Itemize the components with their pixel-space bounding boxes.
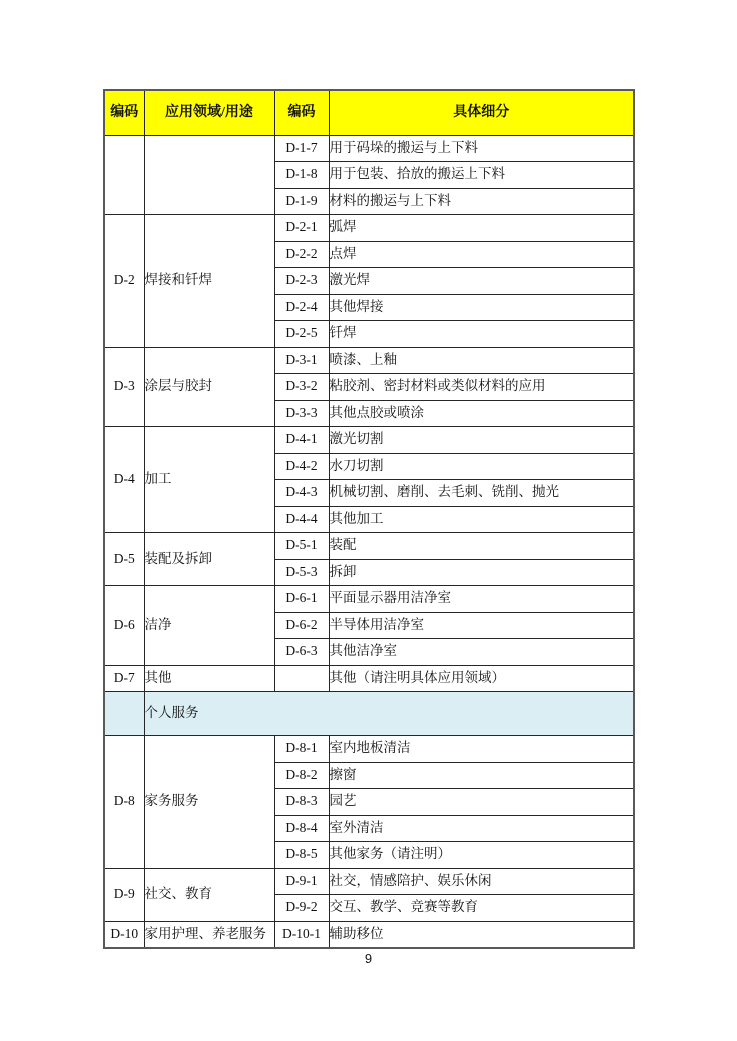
classification-table (103, 89, 635, 949)
section-code-cell: D-2 (104, 215, 144, 348)
row-detail-cell: 激光切割 (329, 427, 634, 454)
section-category-cell: 焊接和钎焊 (144, 215, 274, 348)
page-number: 9 (364, 951, 373, 966)
row-detail-cell: 装配 (329, 533, 634, 560)
section-code-cell: D-10 (104, 921, 144, 948)
section-category-cell: 家务服务 (144, 736, 274, 869)
row-detail-cell: 用于码垛的搬运与上下料 (329, 135, 634, 162)
row-detail-cell: 其他点胶或喷涂 (329, 400, 634, 427)
table-row (104, 665, 634, 692)
header-detail: 具体细分 (329, 90, 634, 135)
table-row (104, 736, 634, 763)
row-detail-cell: 其他（请注明具体应用领域） (329, 665, 634, 692)
row-code-cell: D-1-8 (274, 162, 329, 189)
row-code-cell: D-4-2 (274, 453, 329, 480)
row-code-cell: D-9-1 (274, 868, 329, 895)
row-detail-cell: 机械切割、磨削、去毛刺、铣削、抛光 (329, 480, 634, 507)
row-code-cell: D-8-1 (274, 736, 329, 763)
row-detail-cell: 擦窗 (329, 762, 634, 789)
row-code-cell: D-3-1 (274, 347, 329, 374)
row-code-cell: D-6-3 (274, 639, 329, 666)
section-code-cell: D-3 (104, 347, 144, 427)
section-category-cell: 洁净 (144, 586, 274, 666)
row-code-cell: D-2-2 (274, 241, 329, 268)
section-category-cell (144, 135, 274, 215)
table-row (104, 427, 634, 454)
table-header-row (104, 90, 634, 135)
table-row (104, 533, 634, 560)
row-code-cell: D-2-5 (274, 321, 329, 348)
row-code-cell: D-4-4 (274, 506, 329, 533)
row-code-cell: D-8-3 (274, 789, 329, 816)
table-row (104, 215, 634, 242)
header-code-left: 编码 (104, 90, 144, 135)
row-code-cell: D-2-4 (274, 294, 329, 321)
section-code-cell: D-6 (104, 586, 144, 666)
row-detail-cell: 拆卸 (329, 559, 634, 586)
row-code-cell: D-6-2 (274, 612, 329, 639)
section-divider-label: 个人服务 (144, 692, 634, 736)
row-code-cell: D-8-2 (274, 762, 329, 789)
row-detail-cell: 其他焊接 (329, 294, 634, 321)
row-detail-cell: 激光焊 (329, 268, 634, 295)
section-category-cell: 装配及拆卸 (144, 533, 274, 586)
row-detail-cell: 喷漆、上釉 (329, 347, 634, 374)
section-code-cell: D-5 (104, 533, 144, 586)
row-code-cell: D-4-1 (274, 427, 329, 454)
table-row (104, 586, 634, 613)
row-detail-cell: 交互、教学、竞赛等教育 (329, 895, 634, 922)
row-code-cell: D-4-3 (274, 480, 329, 507)
section-category-cell: 涂层与胶封 (144, 347, 274, 427)
row-code-cell: D-3-2 (274, 374, 329, 401)
row-code-cell: D-8-4 (274, 815, 329, 842)
header-code-right: 编码 (274, 90, 329, 135)
row-detail-cell: 点焊 (329, 241, 634, 268)
row-detail-cell: 园艺 (329, 789, 634, 816)
row-detail-cell: 室外清洁 (329, 815, 634, 842)
section-code-cell (104, 135, 144, 215)
section-code-cell: D-4 (104, 427, 144, 533)
row-code-cell: D-6-1 (274, 586, 329, 613)
row-detail-cell: 弧焊 (329, 215, 634, 242)
row-code-cell: D-1-7 (274, 135, 329, 162)
row-detail-cell: 社交，情感陪护、娱乐休闲 (329, 868, 634, 895)
row-detail-cell: 其他家务（请注明） (329, 842, 634, 869)
section-divider-row (104, 692, 634, 736)
header-application-field: 应用领域/用途 (144, 90, 274, 135)
row-detail-cell: 用于包装、拾放的搬运上下料 (329, 162, 634, 189)
row-detail-cell: 辅助移位 (329, 921, 634, 948)
table-row (104, 921, 634, 948)
section-category-cell: 家用护理、养老服务 (144, 921, 274, 948)
row-detail-cell: 材料的搬运与上下料 (329, 188, 634, 215)
row-code-cell: D-10-1 (274, 921, 329, 948)
row-detail-cell: 钎焊 (329, 321, 634, 348)
section-code-cell: D-7 (104, 665, 144, 692)
section-code-cell: D-9 (104, 868, 144, 921)
table-row (104, 135, 634, 162)
row-detail-cell: 其他加工 (329, 506, 634, 533)
row-code-cell: D-2-3 (274, 268, 329, 295)
row-code-cell: D-2-1 (274, 215, 329, 242)
row-code-cell: D-5-3 (274, 559, 329, 586)
row-code-cell: D-9-2 (274, 895, 329, 922)
section-category-cell: 社交、教育 (144, 868, 274, 921)
row-code-cell: D-1-9 (274, 188, 329, 215)
section-category-cell: 其他 (144, 665, 274, 692)
row-code-cell: D-3-3 (274, 400, 329, 427)
row-code-cell: D-5-1 (274, 533, 329, 560)
section-category-cell: 加工 (144, 427, 274, 533)
row-code-cell: D-8-5 (274, 842, 329, 869)
row-detail-cell: 平面显示器用洁净室 (329, 586, 634, 613)
divider-empty-cell (104, 692, 144, 736)
row-detail-cell: 室内地板清洁 (329, 736, 634, 763)
row-detail-cell: 半导体用洁净室 (329, 612, 634, 639)
row-detail-cell: 水刀切割 (329, 453, 634, 480)
row-detail-cell: 粘胶剂、密封材料或类似材料的应用 (329, 374, 634, 401)
table-body (104, 135, 634, 948)
table-row (104, 347, 634, 374)
section-code-cell: D-8 (104, 736, 144, 869)
table-row (104, 868, 634, 895)
row-detail-cell: 其他洁净室 (329, 639, 634, 666)
row-code-cell (274, 665, 329, 692)
